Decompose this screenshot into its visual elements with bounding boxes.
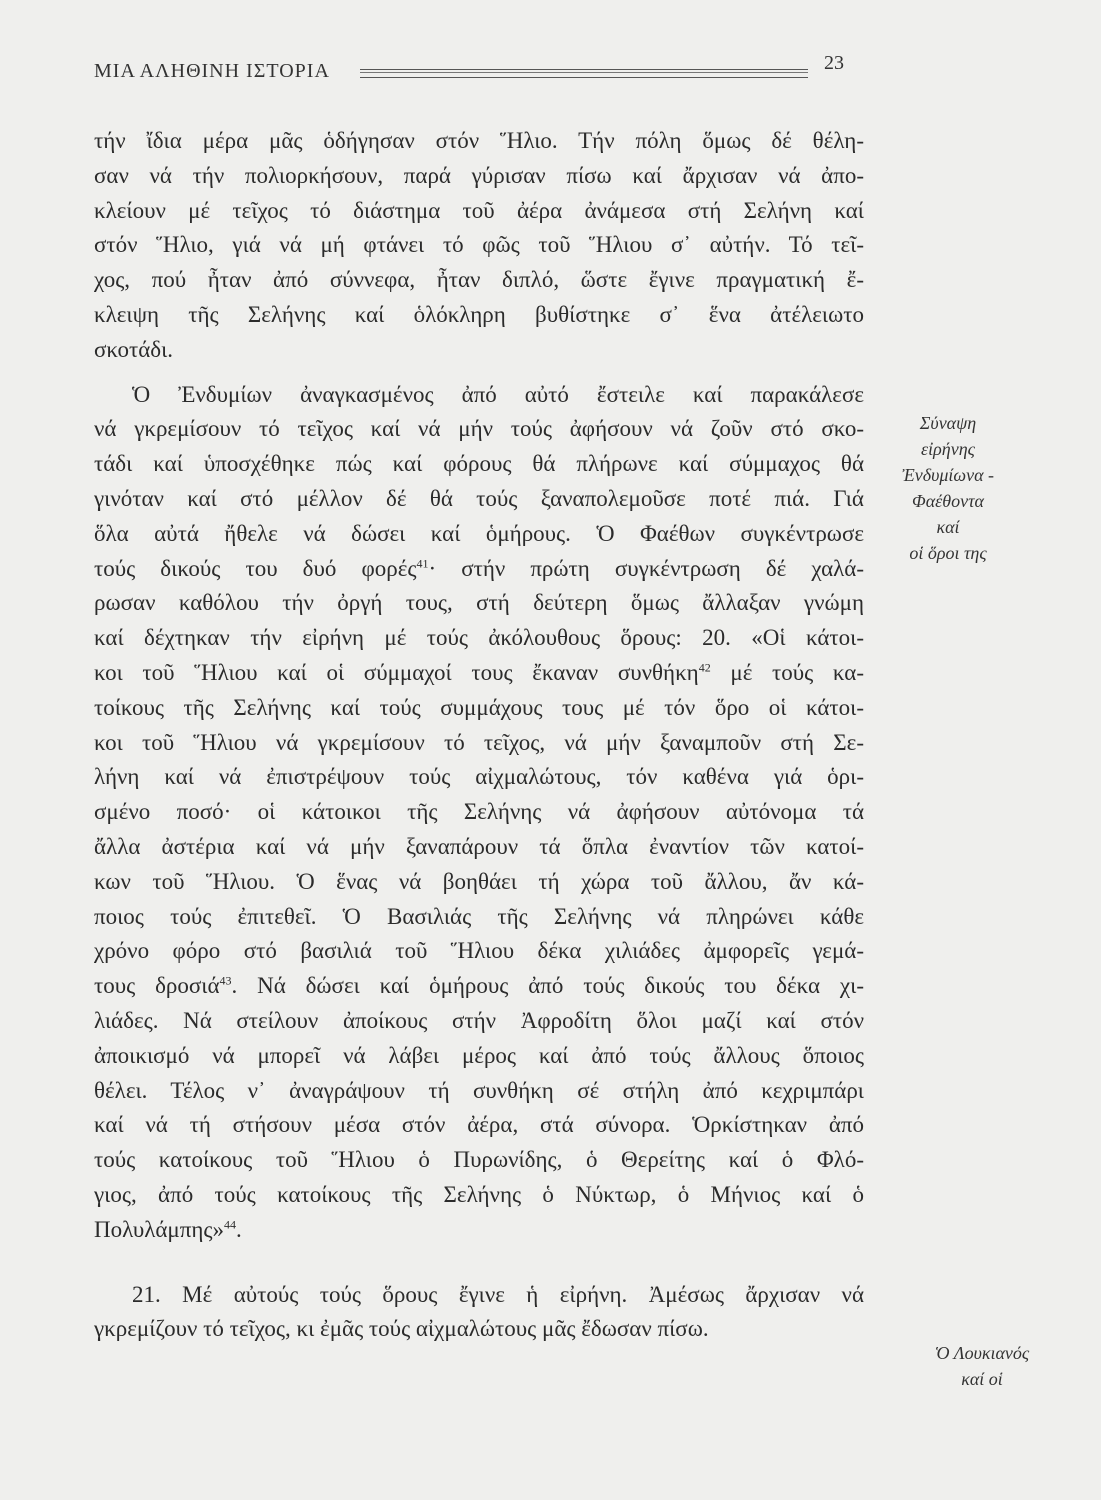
text-line: τάδι καί ὑποσχέθηκε πώς καί φόρους θά πλήρωνε καί σύμμαχος θά: [94, 451, 864, 477]
margin-note-line: εἰρήνης: [921, 439, 975, 459]
text-segment: · στήν πρώτη συγκέντρωση δέ χαλά-: [428, 555, 864, 581]
text-line: 21. Μέ αὐτούς τούς ὅρους ἔγινε ἡ εἰρήνη. Ἀμέσως ἄρχισαν νά: [132, 1281, 864, 1307]
text-line: σαν νά τήν πολιορκήσουν, παρά γύρισαν πίσω καί ἄρχισαν νά ἀπο-: [94, 162, 864, 188]
text-line: χρόνο φόρο στό βασιλιά τοῦ Ἥλιου δέκα χιλιάδες ἀμφορεῖς γεμά-: [94, 938, 864, 964]
margin-note-line: καί: [936, 517, 960, 537]
main-text: [94, 124, 864, 1347]
text-line: σκοτάδι.: [94, 336, 174, 362]
text-line: τούς κατοίκους τοῦ Ἥλιου ὁ Πυρωνίδης, ὁ Θερείτης καί ὁ Φλό-: [94, 1147, 864, 1173]
text-line: γιος, ἀπό τούς κατοίκους τῆς Σελήνης ὁ Νύκτωρ, ὁ Μήνιος καί ὁ: [94, 1181, 864, 1207]
text-segment: .: [236, 1216, 242, 1242]
margin-note-line: Ἐνδυμίωνα -: [901, 465, 995, 485]
footnote-ref-42: 42: [698, 660, 711, 675]
text-segment: κοι τοῦ Ἥλιου καί οἱ σύμμαχοί τους ἔκαναν συνθήκη: [94, 659, 699, 685]
text-line: καί νά τή στήσουν μέσα στόν ἀέρα, στά σύνορα. Ὁρκίστηκαν ἀπό: [94, 1112, 864, 1138]
text-line: [94, 552, 864, 587]
text-line: κοι τοῦ Ἥλιου νά γκρεμίσουν τό τεῖχος, νά μήν ξαναμποῦν στή Σε-: [94, 729, 864, 755]
text-line: ἀποικισμό νά μπορεῖ νά λάβει μέρος καί ἀπό τούς ἄλλους ὅποιος: [94, 1042, 864, 1068]
text-line: στόν Ἥλιο, γιά νά μή φτάνει τό φῶς τοῦ Ἥλιου σ᾽ αὐτήν. Τό τεῖ-: [94, 232, 864, 258]
text-line: τοίκους τῆς Σελήνης καί τούς συμμάχους τους μέ τόν ὅρο οἱ κάτοι-: [94, 694, 864, 720]
margin-note-lucian: [892, 1340, 1072, 1392]
text-line: [94, 969, 864, 1004]
text-line: θέλει. Τέλος ν᾽ ἀναγράψουν τή συνθήκη σέ στήλη ἀπό κεχριμπάρι: [94, 1077, 864, 1103]
paragraph-3: [94, 1278, 864, 1348]
paragraph-gap: [94, 368, 864, 378]
text-line: νά γκρεμίσουν τό τεῖχος καί νά μήν τούς ἀφήσουν νά ζοῦν στό σκο-: [94, 416, 864, 442]
text-line: γκρεμίζουν τό τεῖχος, κι ἐμᾶς τούς αἰχμαλώτους μᾶς ἔδωσαν πίσω.: [94, 1316, 709, 1342]
text-line: [94, 656, 864, 691]
margin-note-line: καί οἱ: [961, 1369, 1003, 1389]
paragraph-2: [94, 378, 864, 1248]
running-title: ΜΙΑ ΑΛΗΘΙΝΗ ΙΣΤΟΡΙΑ: [94, 60, 330, 82]
text-segment: μέ τούς κα-: [710, 659, 864, 685]
text-line: ποιος τούς ἐπιτεθεῖ. Ὁ Βασιλιάς τῆς Σελήνης νά πληρώνει κάθε: [94, 903, 864, 929]
text-line: καί δέχτηκαν τήν εἰρήνη μέ τούς ἀκόλουθους ὅρους: 20. «Οἱ κάτοι-: [94, 625, 864, 651]
text-line: ἄλλα ἀστέρια καί νά μήν ξαναπάρουν τά ὅπλα ἐναντίον τῶν κατοί-: [94, 833, 864, 859]
text-segment: . Νά δώσει καί ὁμήρους ἀπό τούς δικούς του δέκα χι-: [231, 973, 864, 999]
text-line: ὅλα αὐτά ἤθελε νά δώσει καί ὁμήρους. Ὁ Φαέθων συγκέντρωσε: [94, 520, 864, 546]
text-segment: τους δροσιά: [94, 973, 220, 999]
text-line: Ὁ Ἐνδυμίων ἀναγκασμένος ἀπό αὐτό ἔστειλε καί παρακάλεσε: [132, 381, 864, 407]
text-line: λιάδες. Νά στείλουν ἀποίκους στήν Ἀφροδίτη ὅλοι μαζί καί στόν: [94, 1007, 864, 1033]
margin-note-line: Σύναψη: [919, 413, 977, 433]
text-line: λήνη καί νά ἐπιστρέψουν τούς αἰχμαλώτους, τόν καθένα γιά ὁρι-: [94, 764, 864, 790]
text-line: γινόταν καί στό μέλλον δέ θά τούς ξαναπολεμοῦσε ποτέ πιά. Γιά: [94, 485, 864, 511]
page-number: 23: [824, 52, 844, 74]
text-segment: τούς δικούς του δυό φορές: [94, 555, 417, 581]
margin-note-line: Φαέθοντα: [912, 491, 984, 511]
text-line: κλείουν μέ τεῖχος τό διάστημα τοῦ ἀέρα ἀνάμεσα στή Σελήνη καί: [94, 197, 864, 223]
text-line: [94, 1213, 864, 1248]
footnote-ref-41: 41: [416, 555, 429, 570]
margin-note-line: Ὁ Λουκιανός: [934, 1343, 1030, 1363]
text-line: ρωσαν καθόλου τήν ὀργή τους, στή δεύτερη ὅμως ἄλλαξαν γνώμη: [94, 590, 864, 616]
footnote-ref-44: 44: [224, 1217, 237, 1232]
margin-note-peace-treaty: [868, 410, 1028, 566]
paragraph-gap: [94, 1248, 864, 1278]
text-line: τήν ἴδια μέρα μᾶς ὁδήγησαν στόν Ἥλιο. Τήν πόλη ὅμως δέ θέλη-: [94, 128, 864, 153]
header-rule: [360, 69, 808, 78]
text-line: σμένο ποσό· οἱ κάτοικοι τῆς Σελήνης νά ἀφήσουν αὐτόνομα τά: [94, 799, 864, 825]
text-line: κων τοῦ Ἥλιου. Ὁ ἕνας νά βοηθάει τή χώρα τοῦ ἄλλου, ἄν κά-: [94, 868, 864, 894]
text-line: χος, πού ἦταν ἀπό σύννεφα, ἦταν διπλό, ὥστε ἔγινε πραγματική ἔ-: [94, 267, 864, 293]
text-line: κλειψη τῆς Σελήνης καί ὁλόκληρη βυθίστηκε σ᾽ ἕνα ἀτέλειωτο: [94, 301, 864, 327]
margin-note-line: οἱ ὅροι της: [909, 543, 987, 563]
footnote-ref-43: 43: [219, 973, 232, 988]
paragraph-1: [94, 124, 864, 368]
text-segment: Πολυλάμπης»: [94, 1216, 225, 1242]
